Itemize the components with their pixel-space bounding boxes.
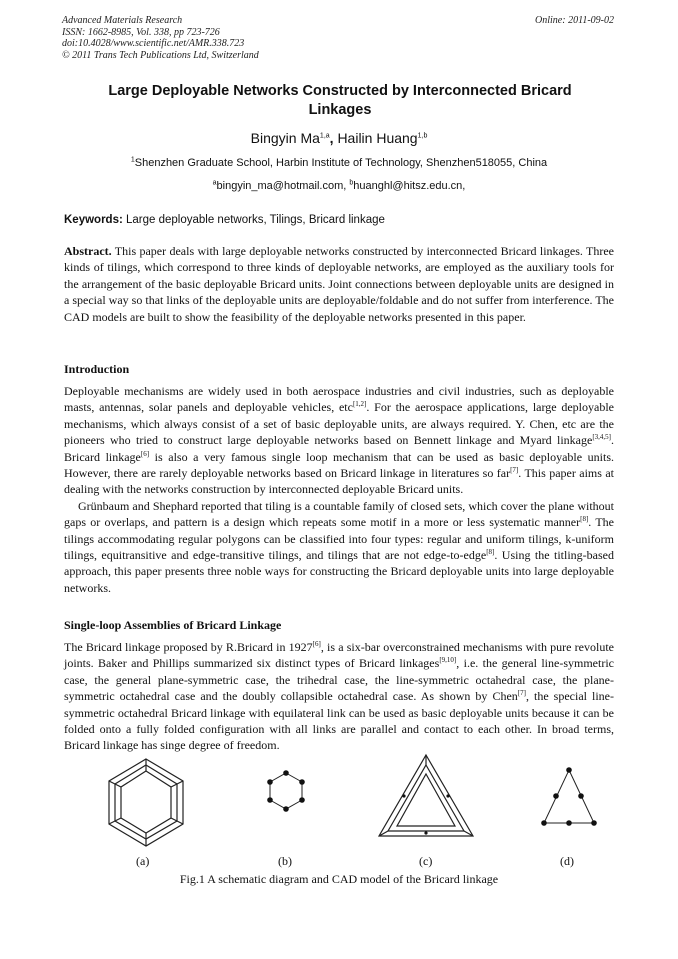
citation[interactable]: [7] [517,689,526,698]
authors: Bingyin Ma$^{1,a}$, Hailin Huang$^{1,b}$ [250,130,428,146]
citation[interactable]: [9,10] [439,656,457,665]
figure-1 [64,752,614,872]
abstract-label: Abstract. [64,244,112,258]
keywords-text: Large deployable networks, Tilings, Bricard linkage [122,214,385,226]
emails [0,180,678,192]
affiliation [0,157,678,169]
email-a[interactable]: bingyin_ma@hotmail.com, [216,180,350,192]
author-2: Hailin Huang [337,130,418,146]
figure-c-triangle-cad [379,755,473,836]
doi: doi:10.4028/www.scientific.net/AMR.338.723 [62,38,245,49]
citation[interactable]: [1,2] [352,400,367,409]
single-loop-body [64,639,614,754]
journal-name: Advanced Materials Research [62,15,183,26]
citation[interactable]: [8] [580,515,589,524]
abstract [64,243,614,325]
subfigure-a-label: (a) [136,854,150,868]
issn: ISSN: 1662-8985, Vol. 338, pp 723-726 [62,26,220,38]
figure-a-hexagon-cad [109,759,183,846]
single-loop-paragraph: The Bricard linkage proposed by R.Bricard in 1927[6], is a six-bar overconstrained mechanisms with pure revolute joints. Baker and Phillips summarized six distinct types of Bricard linkages[9,10], i.e. the general line-symmetric case, the general plane-symmetric case, the trihedral case, the line-symmetric octahedral case, the plane-symmetric octahedral case and the doubly collapsible octahedral case. As shown by Chen[7], the special line-symmetric octahedral Bricard linkage with equilateral link can be used as basic deployable units because it can be folded onto a fully folded configuration with all links are parallel and contact to each other. In broad terms, Bricard linkage has singe degree of freedom. [64,640,614,753]
figure-b-hexagon-schematic [267,770,305,812]
author-1-sup: 1,a [319,132,330,140]
email-a-sup: a [212,179,217,187]
affiliation-sup: 1 [130,156,135,164]
subfigure-c-label: (c) [419,854,433,868]
subfigure-d-label: (d) [560,854,574,868]
keywords-label: Keywords: [64,214,123,226]
figure-caption: Fig.1 A schematic diagram and CAD model of the Bricard linkage [179,872,499,886]
citation[interactable]: [3,4,5] [592,433,611,442]
citation[interactable]: [6] [312,640,321,648]
intro-heading: Introduction [64,362,130,376]
citation[interactable]: [6] [140,449,150,458]
email-b[interactable]: huanghl@hitsz.edu.cn, [353,180,466,192]
copyright: © 2011 Trans Tech Publications Ltd, Switzerland [62,49,259,61]
figure-d-triangle-schematic [541,767,597,826]
email-b-sup: b [349,179,354,187]
author-1: Bingyin Ma [250,130,320,146]
subfigure-b-label: (b) [278,854,292,868]
figure-c-joints [402,794,449,834]
keywords [64,214,385,226]
citation[interactable]: [7] [510,466,519,475]
paper-title: Large Deployable Networks Constructed by Interconnected Bricard Linkages [108,83,572,118]
journal-header [62,15,259,61]
single-loop-heading: Single-loop Assemblies of Bricard Linkage [64,618,282,632]
online-date: Online: 2011-09-02 [535,15,614,26]
intro-paragraph-2: Grünbaum and Shephard reported that tiling is a countable family of closed sets, which cover the plane without gaps or overlaps, and pattern is a design which repeats some motif in a more or less systematic manner[8]. The tilings accommodating regular polygons can be classified into four types: regular and uniform tilings, k-uniform tilings, equitransitive and edge-transitive tilings, and tilings that are not edge-to-edge[8]. Using the titling-based approach, this paper presents three noble ways for constructing the Bricard deployable units into large deployable networks. [64,498,614,595]
author-2-sup: 1,b [417,132,428,140]
intro-paragraph-1: Deployable mechanisms are widely used in both aerospace industries and civil industries, such as deployable masts, antennas, solar panels and deployable vehicles, etc[1,2]. For the aerospace applications, large deployable mechanisms, which always consist of a set of basic deployable units, are always required. Y. Chen, etc are the pioneers who tried to construct large deployable networks based on Bennett linkage and Myard linkage[3,4,5]. Bricard linkage[6] is also a very famous single loop mechanism that can be used as basic deployable units. However, there are rarely deployable networks based on Bricard linkage in literatures so far[7]. This paper aims at dealing with the networks construction by interconnected deployable Bricard units. [64,384,615,497]
citation[interactable]: [8] [486,548,495,557]
affiliation-text: Shenzhen Graduate School, Harbin Institute of Technology, Shenzhen518055, China [134,157,548,169]
intro-body [64,383,614,596]
abstract-text: This paper deals with large deployable networks constructed by interconnected Bricard linkages. Three kinds of tilings, which correspond to three kinds of deployable networks, are employed as the auxiliary tools for the arrangement of the basic deployable Bricard units. Joint connections between deployable units are designed in a special way so that links of the deployable units are deployable/foldable and do not suffer from interference. The CAD models are built to show the feasibility of the deployable networks presented in this paper. [64,244,614,324]
